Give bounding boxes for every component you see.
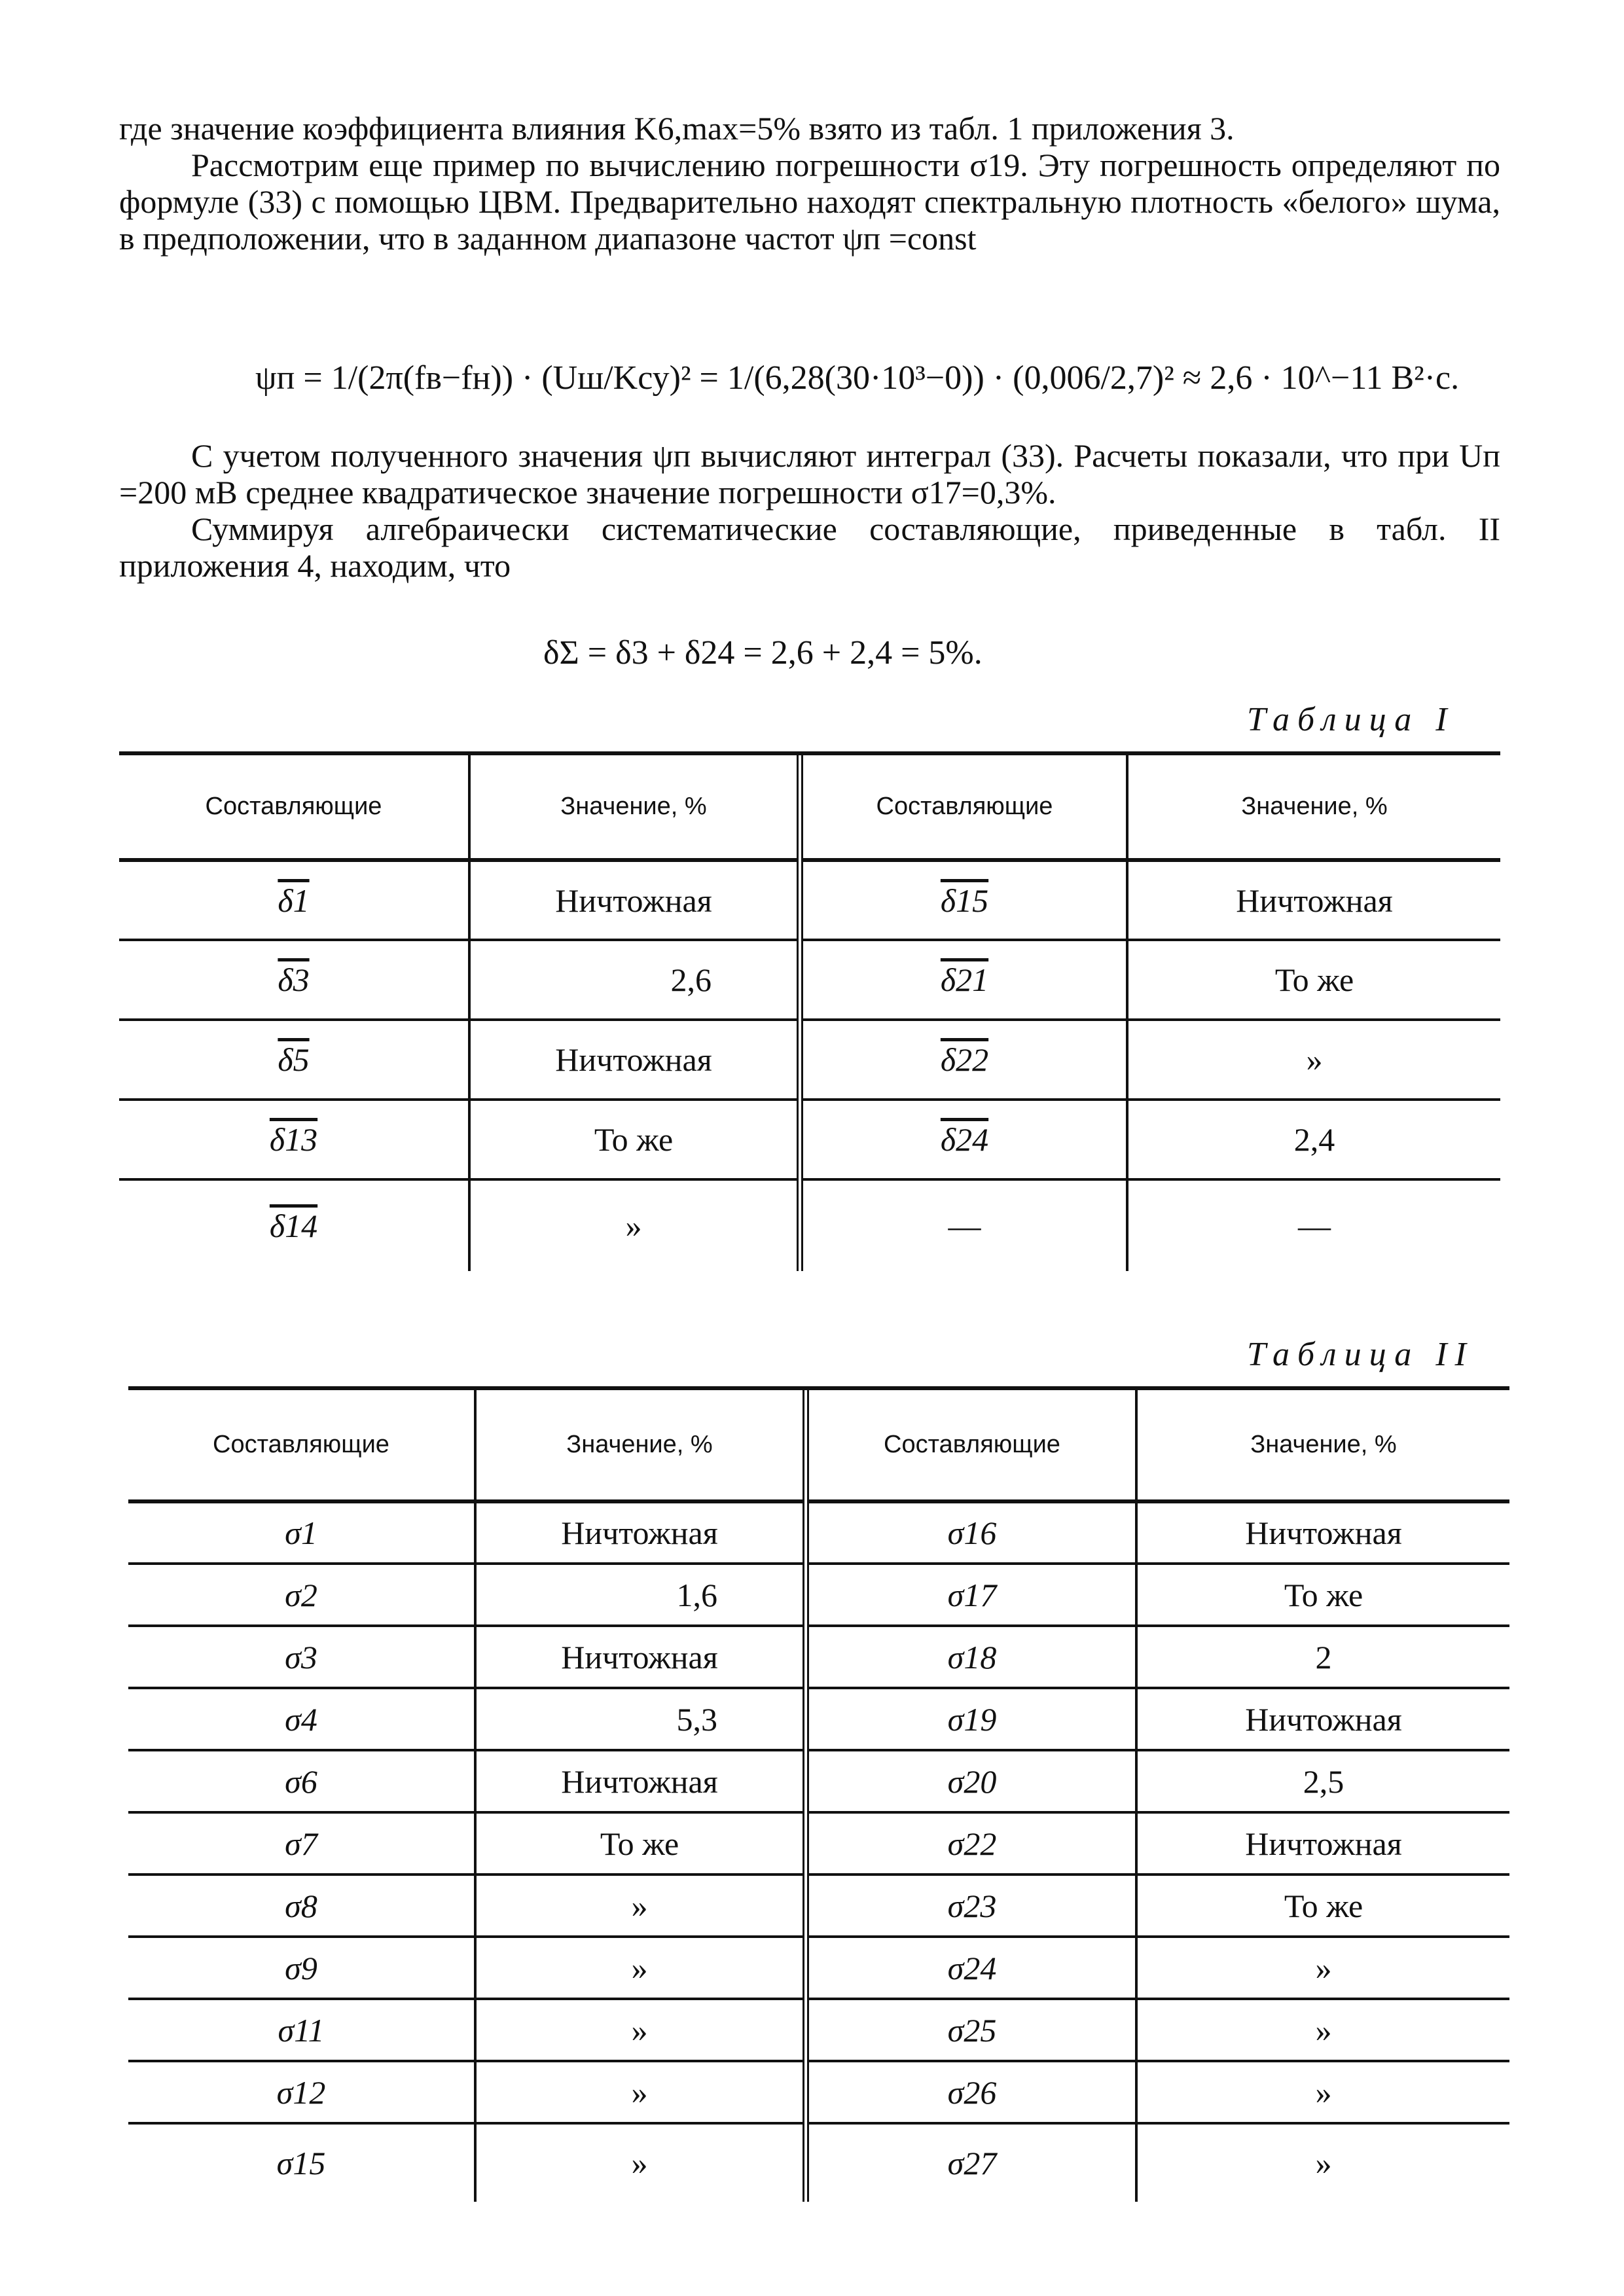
table-cell: Ничтожная [1136, 1812, 1509, 1874]
table2-header-component: Составляющие [128, 1390, 475, 1501]
table-cell: δ24 [800, 1100, 1127, 1179]
table-cell: » [469, 1179, 800, 1271]
formula-psi: ψп = 1/(2π(fв−fн)) · (Uш/Kсу)² = 1/(6,28(30·10³−0)) · (0,006/2,7)² ≈ 2,6 · 10^−11 В²·с. [255, 359, 1460, 397]
table-cell: δ21 [800, 940, 1127, 1020]
table2-header-value-2: Значение, % [1136, 1390, 1509, 1501]
table-cell: σ19 [806, 1688, 1136, 1750]
table-cell: σ8 [128, 1874, 475, 1937]
table-cell: σ15 [276, 2145, 326, 2181]
table-cell: » [475, 1999, 806, 2061]
table-cell: — [800, 1179, 1127, 1271]
table-row [128, 2061, 1509, 2123]
table-cell: 2 [1136, 1626, 1509, 1688]
table-cell: » [1136, 1937, 1509, 1999]
table1-header-component: Составляющие [119, 755, 469, 860]
table-cell: σ24 [806, 1937, 1136, 1999]
table2-header-component-2: Составляющие [806, 1390, 1136, 1501]
table-cell: 2,6 [469, 940, 800, 1020]
table-cell: δ15 [800, 860, 1127, 940]
table-cell: 2,5 [1136, 1750, 1509, 1812]
table-cell: δ13 [119, 1100, 469, 1179]
table-cell: Ничтожная [1136, 1501, 1509, 1564]
table-cell: » [1136, 2123, 1509, 2202]
table-row [128, 1999, 1509, 2061]
body-text [119, 110, 1500, 257]
table1-caption: Таблица I [1247, 701, 1455, 738]
table-cell: » [1136, 2061, 1509, 2123]
table-cell: » [475, 2061, 806, 2123]
table-cell: То же [1136, 1874, 1509, 1937]
table1-header-row [119, 755, 1500, 860]
table2-header-row [128, 1390, 1509, 1501]
table-cell: σ17 [806, 1564, 1136, 1626]
table-cell: σ12 [128, 2061, 475, 2123]
table-row [119, 860, 1500, 940]
table-row [128, 2123, 1509, 2202]
table-cell: » [475, 1874, 806, 1937]
table-cell: δ3 [119, 940, 469, 1020]
formula-delta-sum: δΣ = δ3 + δ24 = 2,6 + 2,4 = 5%. [543, 634, 983, 672]
table-cell: Ничтожная [1127, 860, 1500, 940]
table-cell: 1,6 [475, 1564, 806, 1626]
table-row [128, 1688, 1509, 1750]
table-cell: σ6 [128, 1750, 475, 1812]
table-cell: То же [1136, 1564, 1509, 1626]
table-row [119, 940, 1500, 1020]
table-cell: σ3 [128, 1626, 475, 1688]
table-row [128, 1874, 1509, 1937]
table-cell: Ничтожная [1136, 1688, 1509, 1750]
table-cell: Ничтожная [469, 860, 800, 940]
table-cell: Ничтожная [475, 1750, 806, 1812]
table-cell: » [1127, 1020, 1500, 1100]
table-cell: σ4 [128, 1688, 475, 1750]
table-cell: σ16 [806, 1501, 1136, 1564]
table-row [128, 1564, 1509, 1626]
table-row [128, 1501, 1509, 1564]
table-cell: — [1127, 1179, 1500, 1271]
table-row [128, 1750, 1509, 1812]
body-text-2 [119, 437, 1500, 584]
table-cell: σ7 [128, 1812, 475, 1874]
table-cell: То же [475, 1812, 806, 1874]
table-cell: δ1 [119, 860, 469, 940]
table-row [119, 1179, 1500, 1271]
table-row [128, 1626, 1509, 1688]
table-cell: σ18 [806, 1626, 1136, 1688]
table-cell: 2,4 [1127, 1100, 1500, 1179]
table-cell: σ20 [806, 1750, 1136, 1812]
paragraph-4: Суммируя алгебраически систематические составляющие, приведенные в табл. II приложения 4, находим, что [119, 511, 1500, 584]
table-cell: То же [469, 1100, 800, 1179]
table-row [128, 1937, 1509, 1999]
table-cell: σ25 [806, 1999, 1136, 2061]
table-cell: » [475, 1937, 806, 1999]
table-row [128, 1812, 1509, 1874]
table-cell: δ5 [119, 1020, 469, 1100]
table-row [119, 1020, 1500, 1100]
table-cell: σ22 [806, 1812, 1136, 1874]
paragraph-1: где значение коэффициента влияния K6,max=5% взято из табл. 1 приложения 3. [119, 110, 1235, 147]
table-cell: σ23 [806, 1874, 1136, 1937]
table2-header-value: Значение, % [475, 1390, 806, 1501]
table-cell: σ26 [806, 2061, 1136, 2123]
table-cell: σ2 [128, 1564, 475, 1626]
table-cell: σ27 [806, 2123, 1136, 2202]
table-cell: σ11 [128, 1999, 475, 2061]
table-cell: Ничтожная [475, 1626, 806, 1688]
table1-header-value-2: Значение, % [1127, 755, 1500, 860]
table-cell: 5,3 [475, 1688, 806, 1750]
table-cell: Ничтожная [469, 1020, 800, 1100]
table-cell: σ1 [128, 1501, 475, 1564]
table2 [128, 1390, 1509, 2202]
table1-header-component-2: Составляющие [800, 755, 1127, 860]
table1-header-value: Значение, % [469, 755, 800, 860]
table-row [119, 1100, 1500, 1179]
paragraph-3: С учетом полученного значения ψп вычисляют интеграл (33). Расчеты показали, что при Uп =200 мВ среднее квадратическое значение погрешности σ17=0,3%. [119, 437, 1500, 511]
table-cell: σ9 [128, 1937, 475, 1999]
table-cell: » [1136, 1999, 1509, 2061]
table-cell: δ14 [269, 1208, 318, 1244]
table1 [119, 755, 1500, 1271]
table-cell: δ22 [800, 1020, 1127, 1100]
table-cell: То же [1127, 940, 1500, 1020]
table2-caption: Таблица II [1247, 1336, 1474, 1373]
table-cell: » [475, 2123, 806, 2202]
paragraph-2: Рассмотрим еще пример по вычислению погрешности σ19. Эту погрешность определяют по формуле (33) с помощью ЦВМ. Предварительно находят спектральную плотность «белого» шума, в предположении, что в заданном диапазоне частот ψп =const [119, 147, 1500, 257]
table-cell: Ничтожная [475, 1501, 806, 1564]
